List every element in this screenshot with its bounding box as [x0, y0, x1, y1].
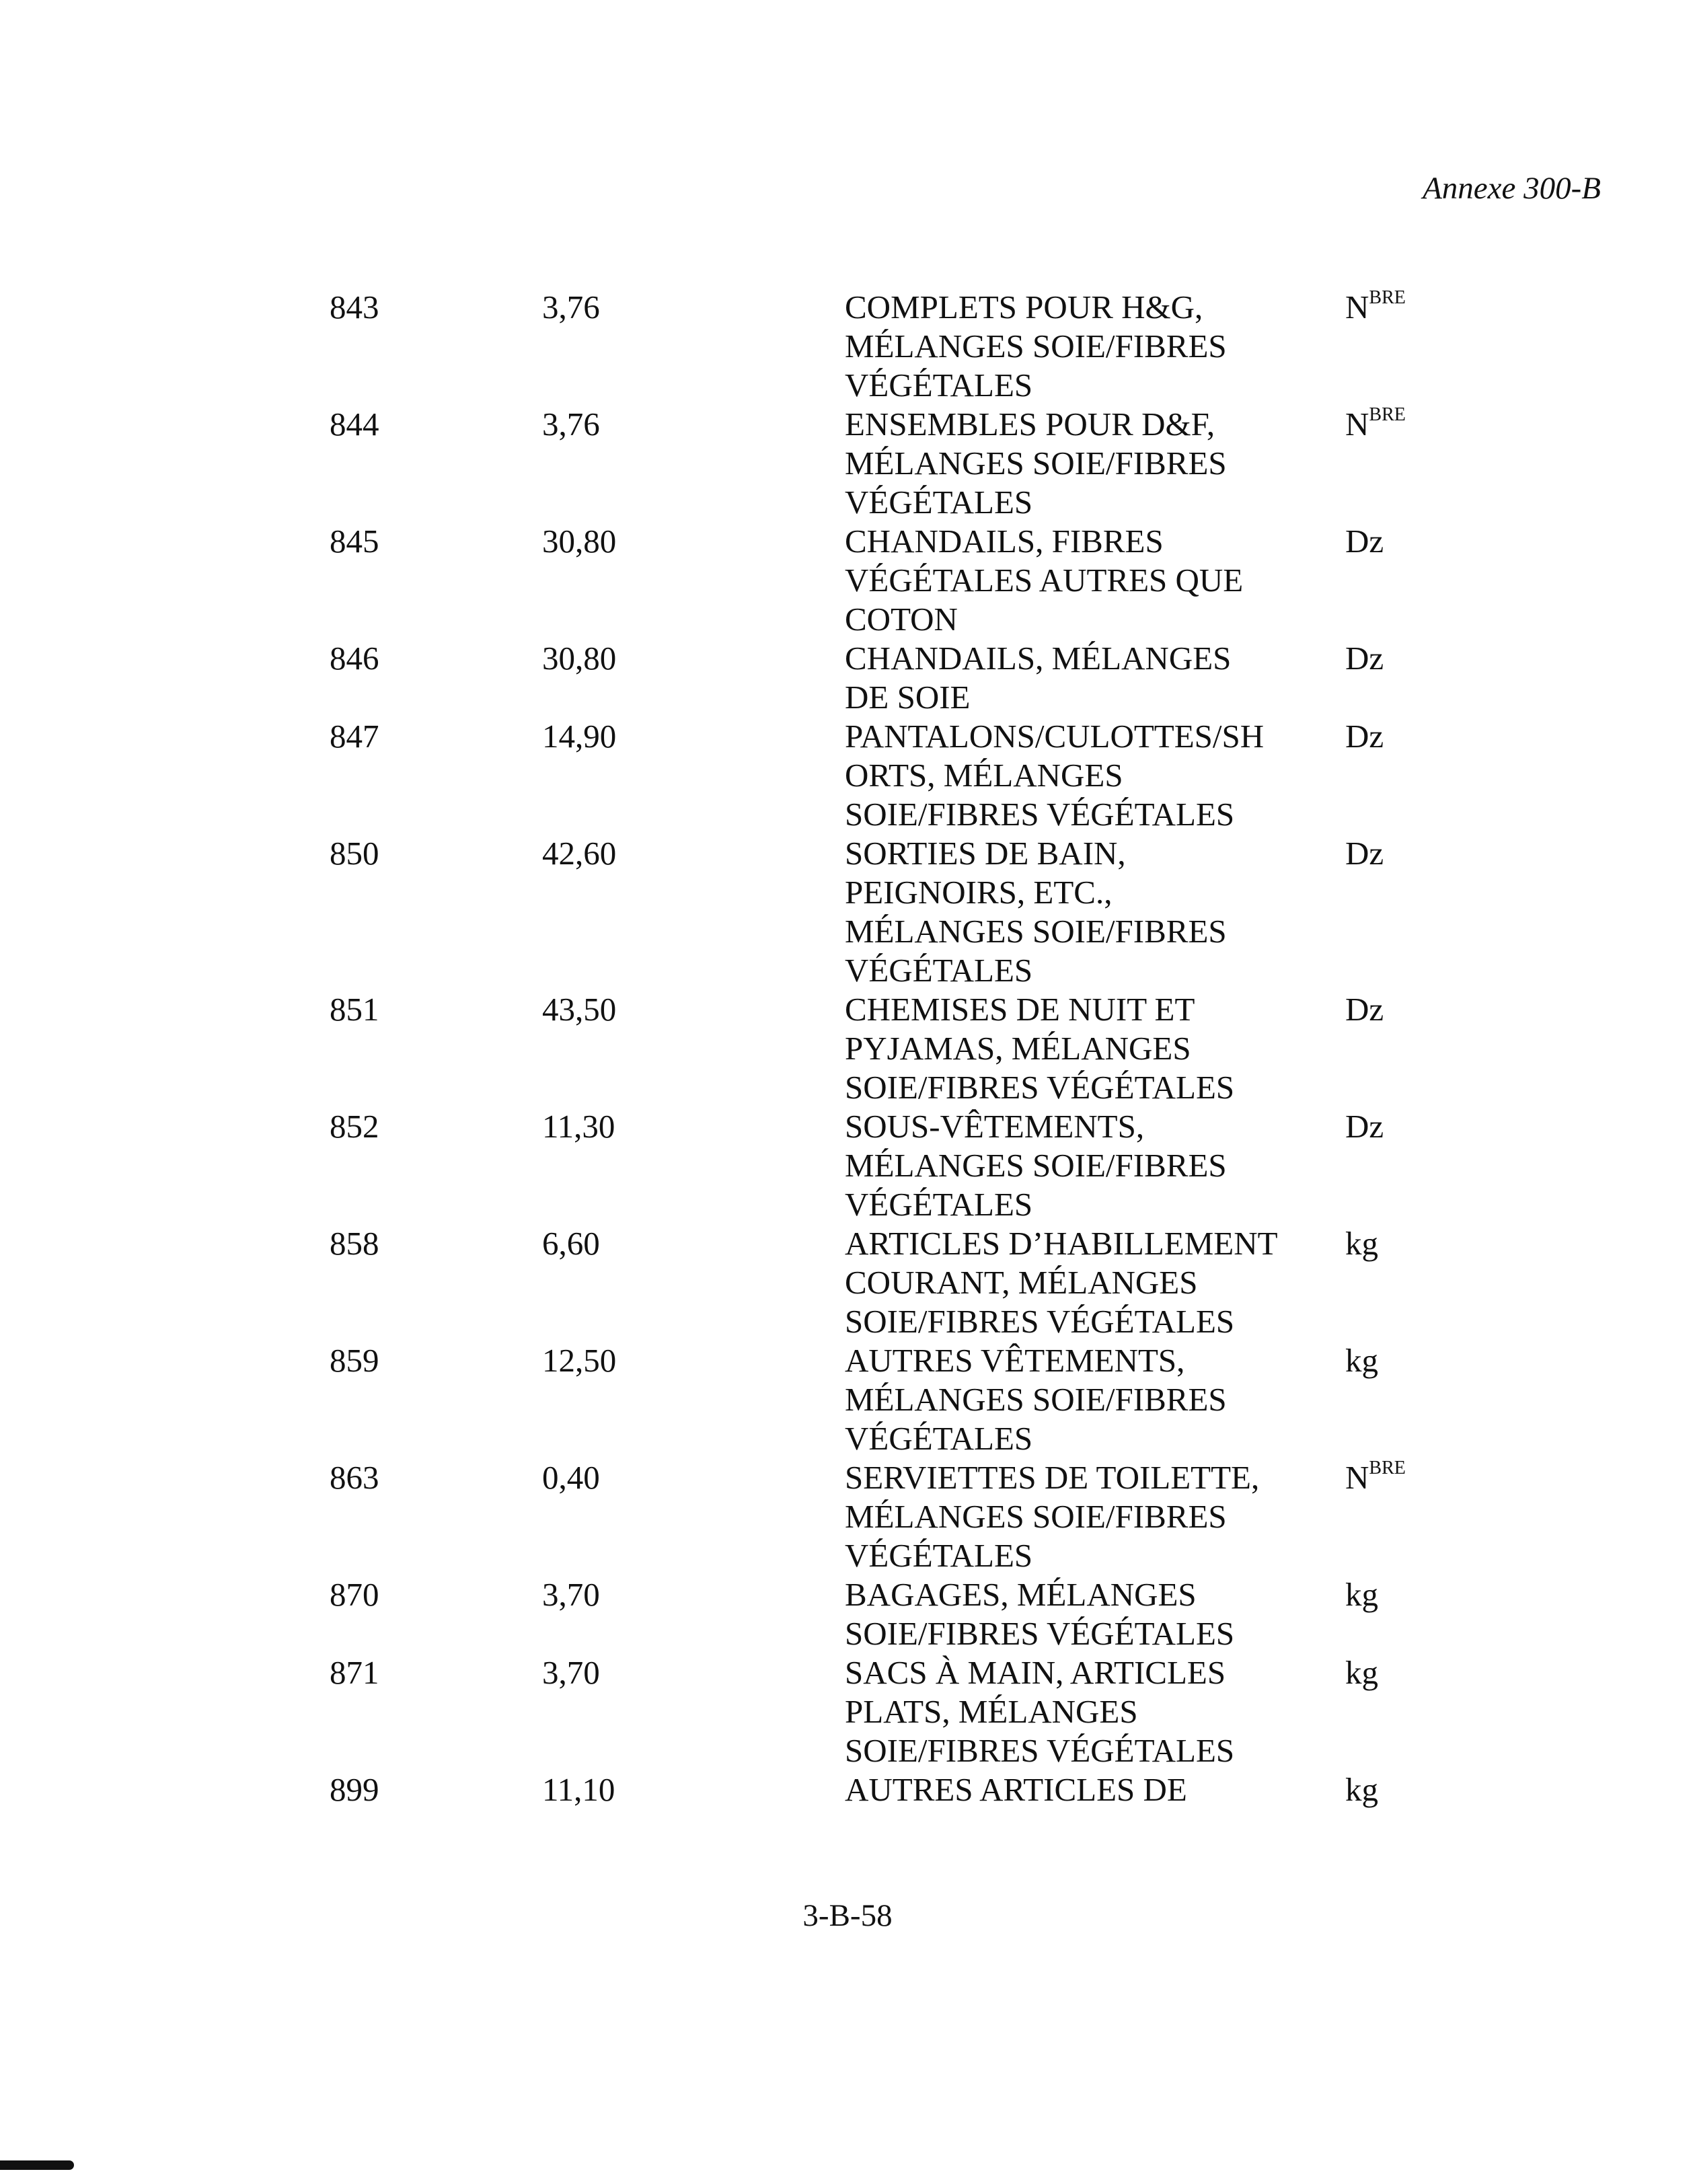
description-line: VÉGÉTALES [845, 1537, 1033, 1574]
description-line: SOIE/FIBRES VÉGÉTALES [845, 796, 1235, 833]
description-line: SOIE/FIBRES VÉGÉTALES [845, 1615, 1235, 1652]
description-line: PANTALONS/CULOTTES/SH [845, 718, 1265, 755]
conversion-factor: 3,76 [542, 289, 600, 326]
description-line: SOIE/FIBRES VÉGÉTALES [845, 1303, 1235, 1340]
table-row [0, 1653, 1695, 1770]
description-line: PEIGNOIRS, ETC., [845, 874, 1113, 911]
unit-of-measure: Dz [1345, 1108, 1384, 1145]
description-line: MÉLANGES SOIE/FIBRES [845, 445, 1227, 482]
unit-of-measure: kg [1345, 1654, 1378, 1691]
table-row [0, 1575, 1695, 1653]
description-line: COTON [845, 601, 958, 638]
description-line: ARTICLES D’HABILLEMENT [845, 1225, 1278, 1262]
unit-of-measure: Dz [1345, 640, 1384, 677]
unit-of-measure: Dz [1345, 718, 1384, 755]
unit-of-measure: Dz [1345, 835, 1384, 872]
description-line: VÉGÉTALES [845, 1186, 1033, 1223]
description-line: MÉLANGES SOIE/FIBRES [845, 328, 1227, 365]
unit-of-measure: kg [1345, 1342, 1378, 1379]
description-line: MÉLANGES SOIE/FIBRES [845, 1147, 1227, 1184]
description-line: BAGAGES, MÉLANGES [845, 1576, 1197, 1613]
conversion-factor: 11,10 [542, 1771, 615, 1808]
item-description [845, 639, 1356, 717]
table-row [0, 834, 1695, 990]
item-description [845, 1224, 1356, 1341]
page-number: 3-B-58 [802, 1898, 893, 1933]
description-line: AUTRES VÊTEMENTS, [845, 1342, 1185, 1379]
conversion-factor: 0,40 [542, 1459, 600, 1496]
tariff-code: 846 [330, 640, 379, 677]
unit-of-measure: $N^{BRE}$ [1345, 404, 1406, 443]
conversion-factor: 11,30 [542, 1108, 615, 1145]
description-line: COURANT, MÉLANGES [845, 1264, 1198, 1301]
table-row [0, 1224, 1695, 1341]
unit-of-measure: kg [1345, 1225, 1378, 1262]
table-row [0, 288, 1695, 405]
table-row [0, 1770, 1695, 1809]
conversion-factor: 12,50 [542, 1342, 617, 1379]
table-row [0, 990, 1695, 1107]
description-line: ENSEMBLES POUR D&F, [845, 406, 1215, 443]
description-line: SERVIETTES DE TOILETTE, [845, 1459, 1260, 1496]
description-line: MÉLANGES SOIE/FIBRES [845, 1498, 1227, 1535]
description-line: VÉGÉTALES [845, 367, 1033, 404]
description-line: VÉGÉTALES AUTRES QUE [845, 562, 1244, 599]
description-line: VÉGÉTALES [845, 952, 1033, 989]
conversion-factor: 6,60 [542, 1225, 600, 1262]
conversion-factor: 3,70 [542, 1654, 600, 1691]
description-line: ORTS, MÉLANGES [845, 757, 1123, 794]
description-line: CHANDAILS, MÉLANGES [845, 640, 1232, 677]
conversion-factor: 30,80 [542, 523, 617, 560]
annexe-header: Annexe 300-B [1423, 171, 1601, 206]
item-description [845, 1575, 1356, 1653]
description-line: COMPLETS POUR H&G, [845, 289, 1203, 326]
tariff-table [0, 288, 1695, 1809]
conversion-factor: 43,50 [542, 991, 617, 1028]
conversion-factor: 14,90 [542, 718, 617, 755]
description-line: CHANDAILS, FIBRES [845, 523, 1164, 560]
item-description [845, 288, 1356, 405]
unit-of-measure: Dz [1345, 991, 1384, 1028]
tariff-code: 845 [330, 523, 379, 560]
table-row [0, 1458, 1695, 1575]
description-line: VÉGÉTALES [845, 484, 1033, 521]
unit-of-measure: $N^{BRE}$ [1345, 1458, 1406, 1496]
unit-of-measure: kg [1345, 1576, 1378, 1613]
description-line: MÉLANGES SOIE/FIBRES [845, 913, 1227, 950]
item-description [845, 1770, 1356, 1809]
item-description [845, 1341, 1356, 1458]
unit-of-measure: $N^{BRE}$ [1345, 287, 1406, 326]
conversion-factor: 3,70 [542, 1576, 600, 1613]
table-row [0, 1341, 1695, 1458]
unit-of-measure: Dz [1345, 523, 1384, 560]
description-line: SORTIES DE BAIN, [845, 835, 1126, 872]
table-row [0, 405, 1695, 522]
item-description [845, 834, 1356, 990]
scan-artifact [0, 2160, 74, 2170]
description-line: VÉGÉTALES [845, 1420, 1033, 1457]
tariff-code: 843 [330, 289, 379, 326]
unit-of-measure: kg [1345, 1771, 1378, 1808]
tariff-code: 899 [330, 1771, 379, 1808]
description-line: MÉLANGES SOIE/FIBRES [845, 1381, 1227, 1418]
item-description [845, 1653, 1356, 1770]
tariff-code: 850 [330, 835, 379, 872]
item-description [845, 717, 1356, 834]
description-line: PLATS, MÉLANGES [845, 1693, 1138, 1730]
tariff-code: 852 [330, 1108, 379, 1145]
table-row [0, 522, 1695, 639]
description-line: PYJAMAS, MÉLANGES [845, 1030, 1191, 1067]
conversion-factor: 3,76 [542, 406, 600, 443]
tariff-code: 863 [330, 1459, 379, 1496]
description-line: SOUS-VÊTEMENTS, [845, 1108, 1145, 1145]
description-line: SOIE/FIBRES VÉGÉTALES [845, 1732, 1235, 1769]
item-description [845, 405, 1356, 522]
description-line: SACS À MAIN, ARTICLES [845, 1654, 1226, 1691]
table-row [0, 717, 1695, 834]
tariff-code: 858 [330, 1225, 379, 1262]
description-line: SOIE/FIBRES VÉGÉTALES [845, 1069, 1235, 1106]
description-line: DE SOIE [845, 679, 971, 716]
item-description [845, 522, 1356, 639]
conversion-factor: 30,80 [542, 640, 617, 677]
tariff-code: 870 [330, 1576, 379, 1613]
tariff-code: 847 [330, 718, 379, 755]
tariff-code: 871 [330, 1654, 379, 1691]
description-line: AUTRES ARTICLES DE [845, 1771, 1187, 1808]
item-description [845, 1458, 1356, 1575]
tariff-code: 851 [330, 991, 379, 1028]
table-row [0, 639, 1695, 717]
item-description [845, 1107, 1356, 1224]
table-row [0, 1107, 1695, 1224]
item-description [845, 990, 1356, 1107]
tariff-code: 844 [330, 406, 379, 443]
tariff-code: 859 [330, 1342, 379, 1379]
description-line: CHEMISES DE NUIT ET [845, 991, 1195, 1028]
conversion-factor: 42,60 [542, 835, 617, 872]
